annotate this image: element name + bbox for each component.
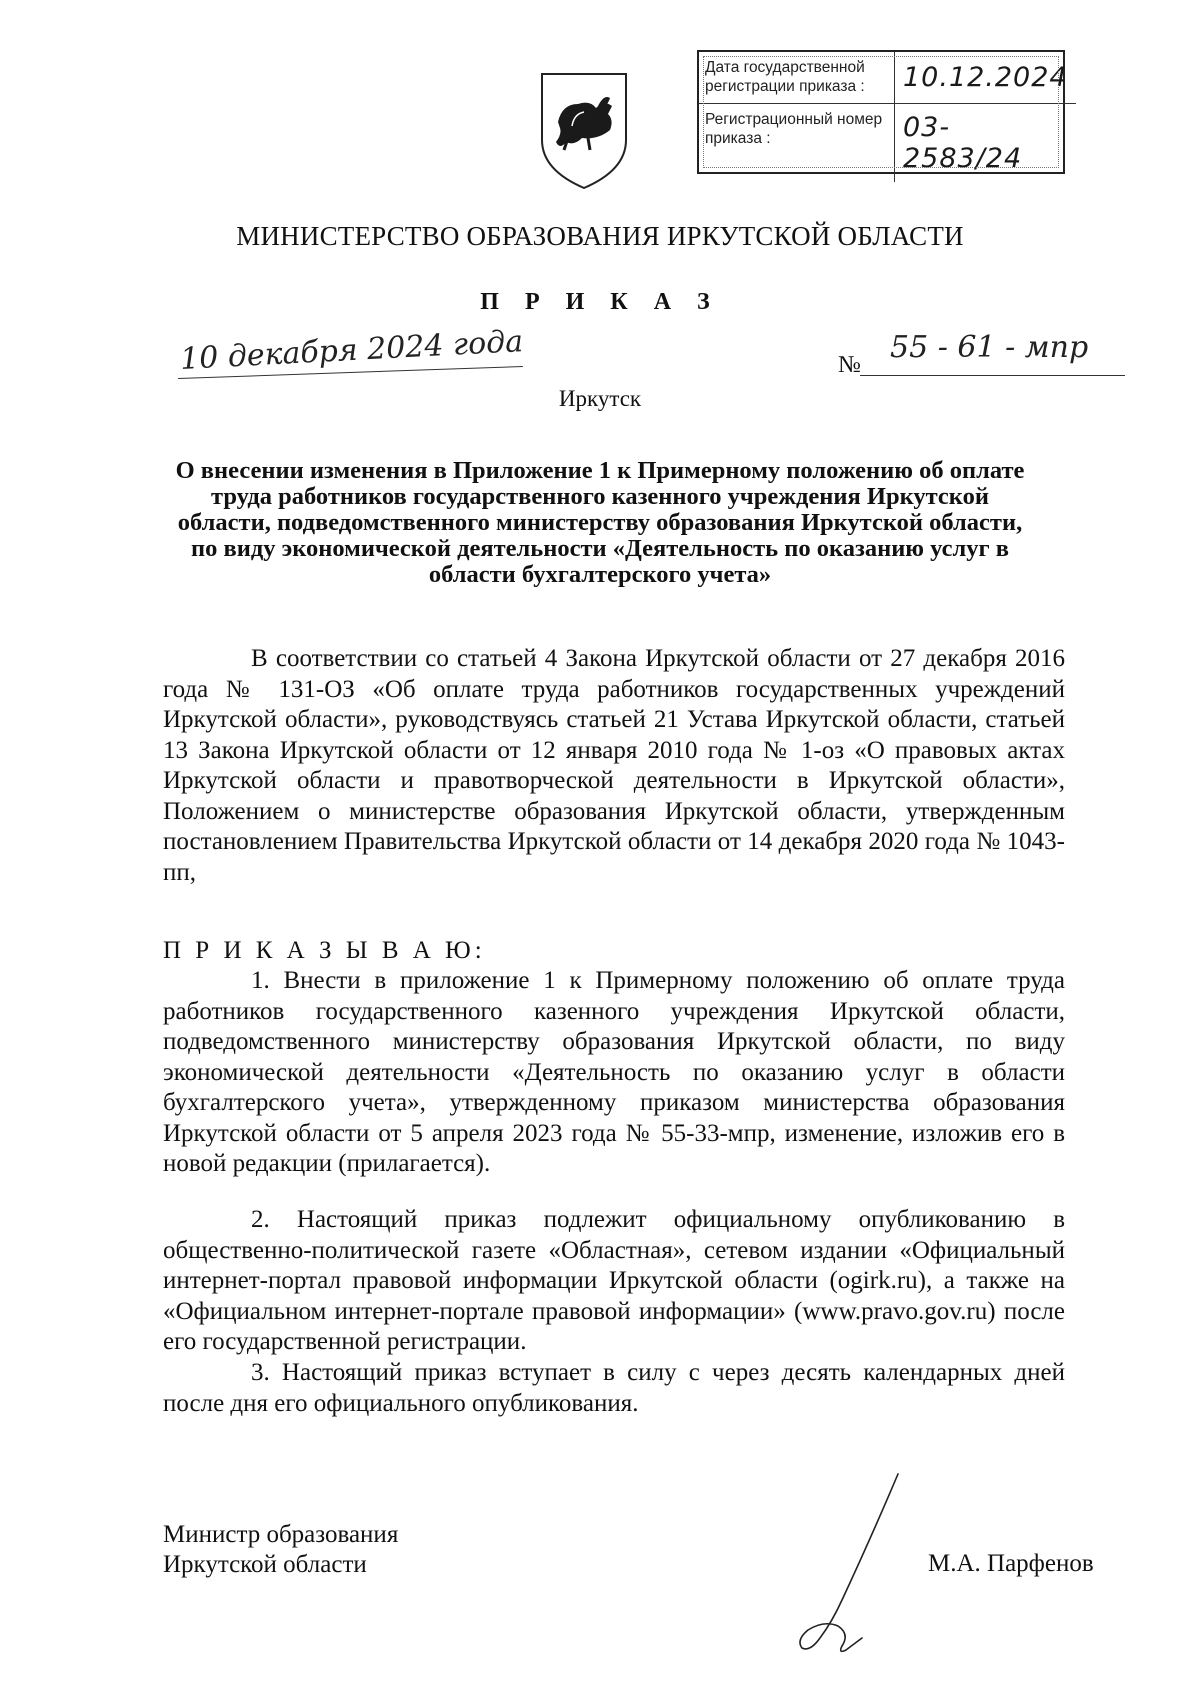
legal-basis-paragraph: В соответствии со статьей 4 Закона Иркутской области от 27 декабря 2016 года № 131-ОЗ «Об оплате труда работников государственных учреждений Иркутской области», руководствуясь статьей 21 Устава Иркутской области, статьей 13 Закона Иркутской области от 12 января 2010 года № 1-оз «О правовых актах Иркутской области и правотворческой деятельности в Иркутской области», Положением о министерстве образования Иркутской области, утвержденным постановлением Правительства Иркутской области от 14 декабря 2020 года № 1043-пп,: [163, 645, 1065, 886]
signature-image: [780, 1470, 930, 1660]
order-item-2: 2. Настоящий приказ подлежит официальному опубликованию в общественно-политической газете «Областная», сетевом издании «Официальный интернет-портал правовой информации Иркутской области (ogirk.ru), а также на «Официальном интернет-портале правовой информации» (www.pravo.gov.ru) после его государственной регистрации.: [163, 1206, 1065, 1355]
number-sign: №: [838, 352, 861, 378]
order-subject: [150, 458, 1050, 588]
city: Иркутск: [558, 386, 642, 411]
subject-line: труда работников государственного казенного учреждения Иркутской: [211, 483, 989, 510]
signatory-position-line: Иркутской области: [163, 1551, 367, 1578]
handwritten-date: 10 декабря 2024 года: [179, 324, 524, 377]
signatory-name: М.А. Парфенов: [928, 1550, 1094, 1577]
stamp-date-label: Дата государственной регистрации приказа :: [699, 52, 895, 104]
registration-stamp: [697, 50, 1068, 174]
subject-line: области, подведомственного министерству образования Иркутской области,: [177, 509, 1023, 536]
order-item-1: 1. Внести в приложение 1 к Примерному положению об оплате труда работников государственного казенного учреждения Иркутской области, подведомственного министерству образования Иркутской области, по виду экономической деятельности «Деятельность по оказанию услуг в области бухгалтерского учета», утвержденному приказом министерства образования Иркутской области от 5 апреля 2023 года № 55-33-мпр, изменение, изложив его в новой редакции (прилагается).: [163, 967, 1065, 1177]
subject-line: по виду экономической деятельности «Деятельность по оказанию услуг в: [191, 535, 1009, 562]
handwritten-order-number: 55 - 61 - мпр: [890, 330, 1089, 365]
signatory-position-line: Министр образования: [163, 1521, 399, 1548]
order-word: П Р И К А З Ы В А Ю:: [163, 937, 486, 964]
stamp-number-value: 03-2583/24: [903, 111, 1023, 174]
coat-of-arms-icon: [538, 70, 630, 192]
subject-line: О внесении изменения в Приложение 1 к Примерному положению об оплате: [175, 457, 1025, 484]
stamp-date-value: 10.12.2024: [895, 52, 1076, 104]
order-item-3: 3. Настоящий приказ вступает в силу с через десять календарных дней после дня его официального опубликования.: [163, 1359, 1065, 1417]
document-type: П Р И К А З: [480, 289, 720, 315]
signatory-position: [163, 1520, 398, 1580]
subject-line: области бухгалтерского учета»: [428, 561, 772, 588]
number-underline: [860, 375, 1125, 376]
ministry-name: МИНИСТЕРСТВО ОБРАЗОВАНИЯ ИРКУТСКОЙ ОБЛАСТИ: [236, 221, 964, 251]
stamp-number-label: Регистрационный номер приказа :: [699, 104, 895, 182]
